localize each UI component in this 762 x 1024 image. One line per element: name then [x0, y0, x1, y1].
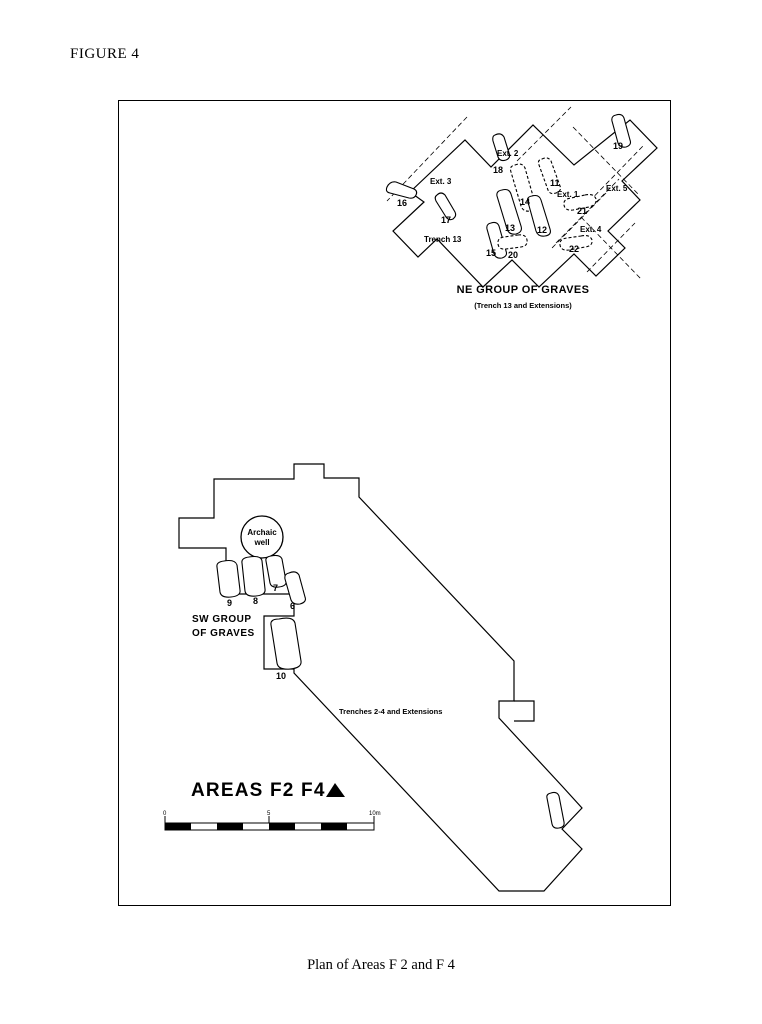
- archaic-well-label-line2: well: [254, 538, 270, 547]
- extension-label-3: Ext. 3: [430, 177, 452, 186]
- grave-label-19: 19: [613, 141, 624, 151]
- archaic-well-label-line1: Archaic: [247, 528, 277, 537]
- scale-label-start: 0: [163, 811, 167, 817]
- ne-group-subtitle: (Trench 13 and Extensions): [474, 301, 572, 310]
- grave-label-17: 17: [441, 215, 452, 225]
- grave-label-10: 10: [276, 671, 287, 681]
- grave-20-shape: [498, 235, 527, 249]
- north-arrow-icon: [326, 783, 345, 797]
- grave-label-18: 18: [493, 165, 504, 175]
- scale-bar: [163, 811, 381, 830]
- figure-label: FIGURE 4: [70, 46, 140, 62]
- grave-label-21: 21: [577, 206, 588, 216]
- figure-caption: Plan of Areas F 2 and F 4: [307, 957, 455, 973]
- grave-shape-se: [547, 792, 564, 828]
- extension-label-1: Ext. 1: [557, 190, 579, 199]
- extension-label-2: Ext. 2: [497, 149, 519, 158]
- extension-label-5: Ext. 5: [606, 184, 628, 193]
- archaic-well-shape: [241, 516, 283, 558]
- outline-notch-right: [514, 701, 534, 721]
- extension-label-4: Ext. 4: [580, 225, 602, 234]
- trenches-2-4-label: Trenches 2-4 and Extensions: [339, 707, 443, 716]
- grave-label-12: 12: [537, 225, 548, 235]
- sw-graves-shapes: [217, 555, 306, 669]
- sw-group-title-line1: SW GROUP: [192, 614, 252, 625]
- grave-10-shape: [271, 618, 301, 669]
- grave-label-8: 8: [253, 596, 259, 606]
- grave-label-7: 7: [273, 583, 279, 593]
- grave-label-22: 22: [569, 244, 580, 254]
- grave-label-13: 13: [505, 223, 516, 233]
- site-plan-drawing: [119, 101, 672, 907]
- grave-label-20: 20: [508, 250, 519, 260]
- trench-13-label: Trench 13: [424, 235, 462, 244]
- scale-label-end: 10m: [369, 811, 381, 817]
- ne-group-plan: [386, 107, 657, 310]
- scale-label-mid: 5: [267, 811, 271, 817]
- map-title: AREAS F2 F4: [191, 780, 326, 801]
- grave-11-shape: [538, 158, 560, 194]
- grave-label-14: 14: [520, 197, 531, 207]
- grave-label-11: 11: [550, 178, 560, 188]
- grave-label-6: 6: [290, 601, 296, 611]
- grave-label-9: 9: [227, 598, 233, 608]
- grave-8-shape: [242, 557, 265, 597]
- grave-16-shape: [386, 182, 416, 198]
- grave-9-shape: [217, 561, 240, 598]
- ne-group-title: NE GROUP OF GRAVES: [456, 284, 590, 296]
- map-title-block: [191, 780, 345, 801]
- sw-group-title-line2: OF GRAVES: [192, 628, 255, 639]
- plate-frame: [118, 100, 671, 906]
- grave-6-shape: [285, 572, 306, 604]
- grave-label-15: 15: [486, 248, 497, 258]
- grave-label-16: 16: [397, 198, 408, 208]
